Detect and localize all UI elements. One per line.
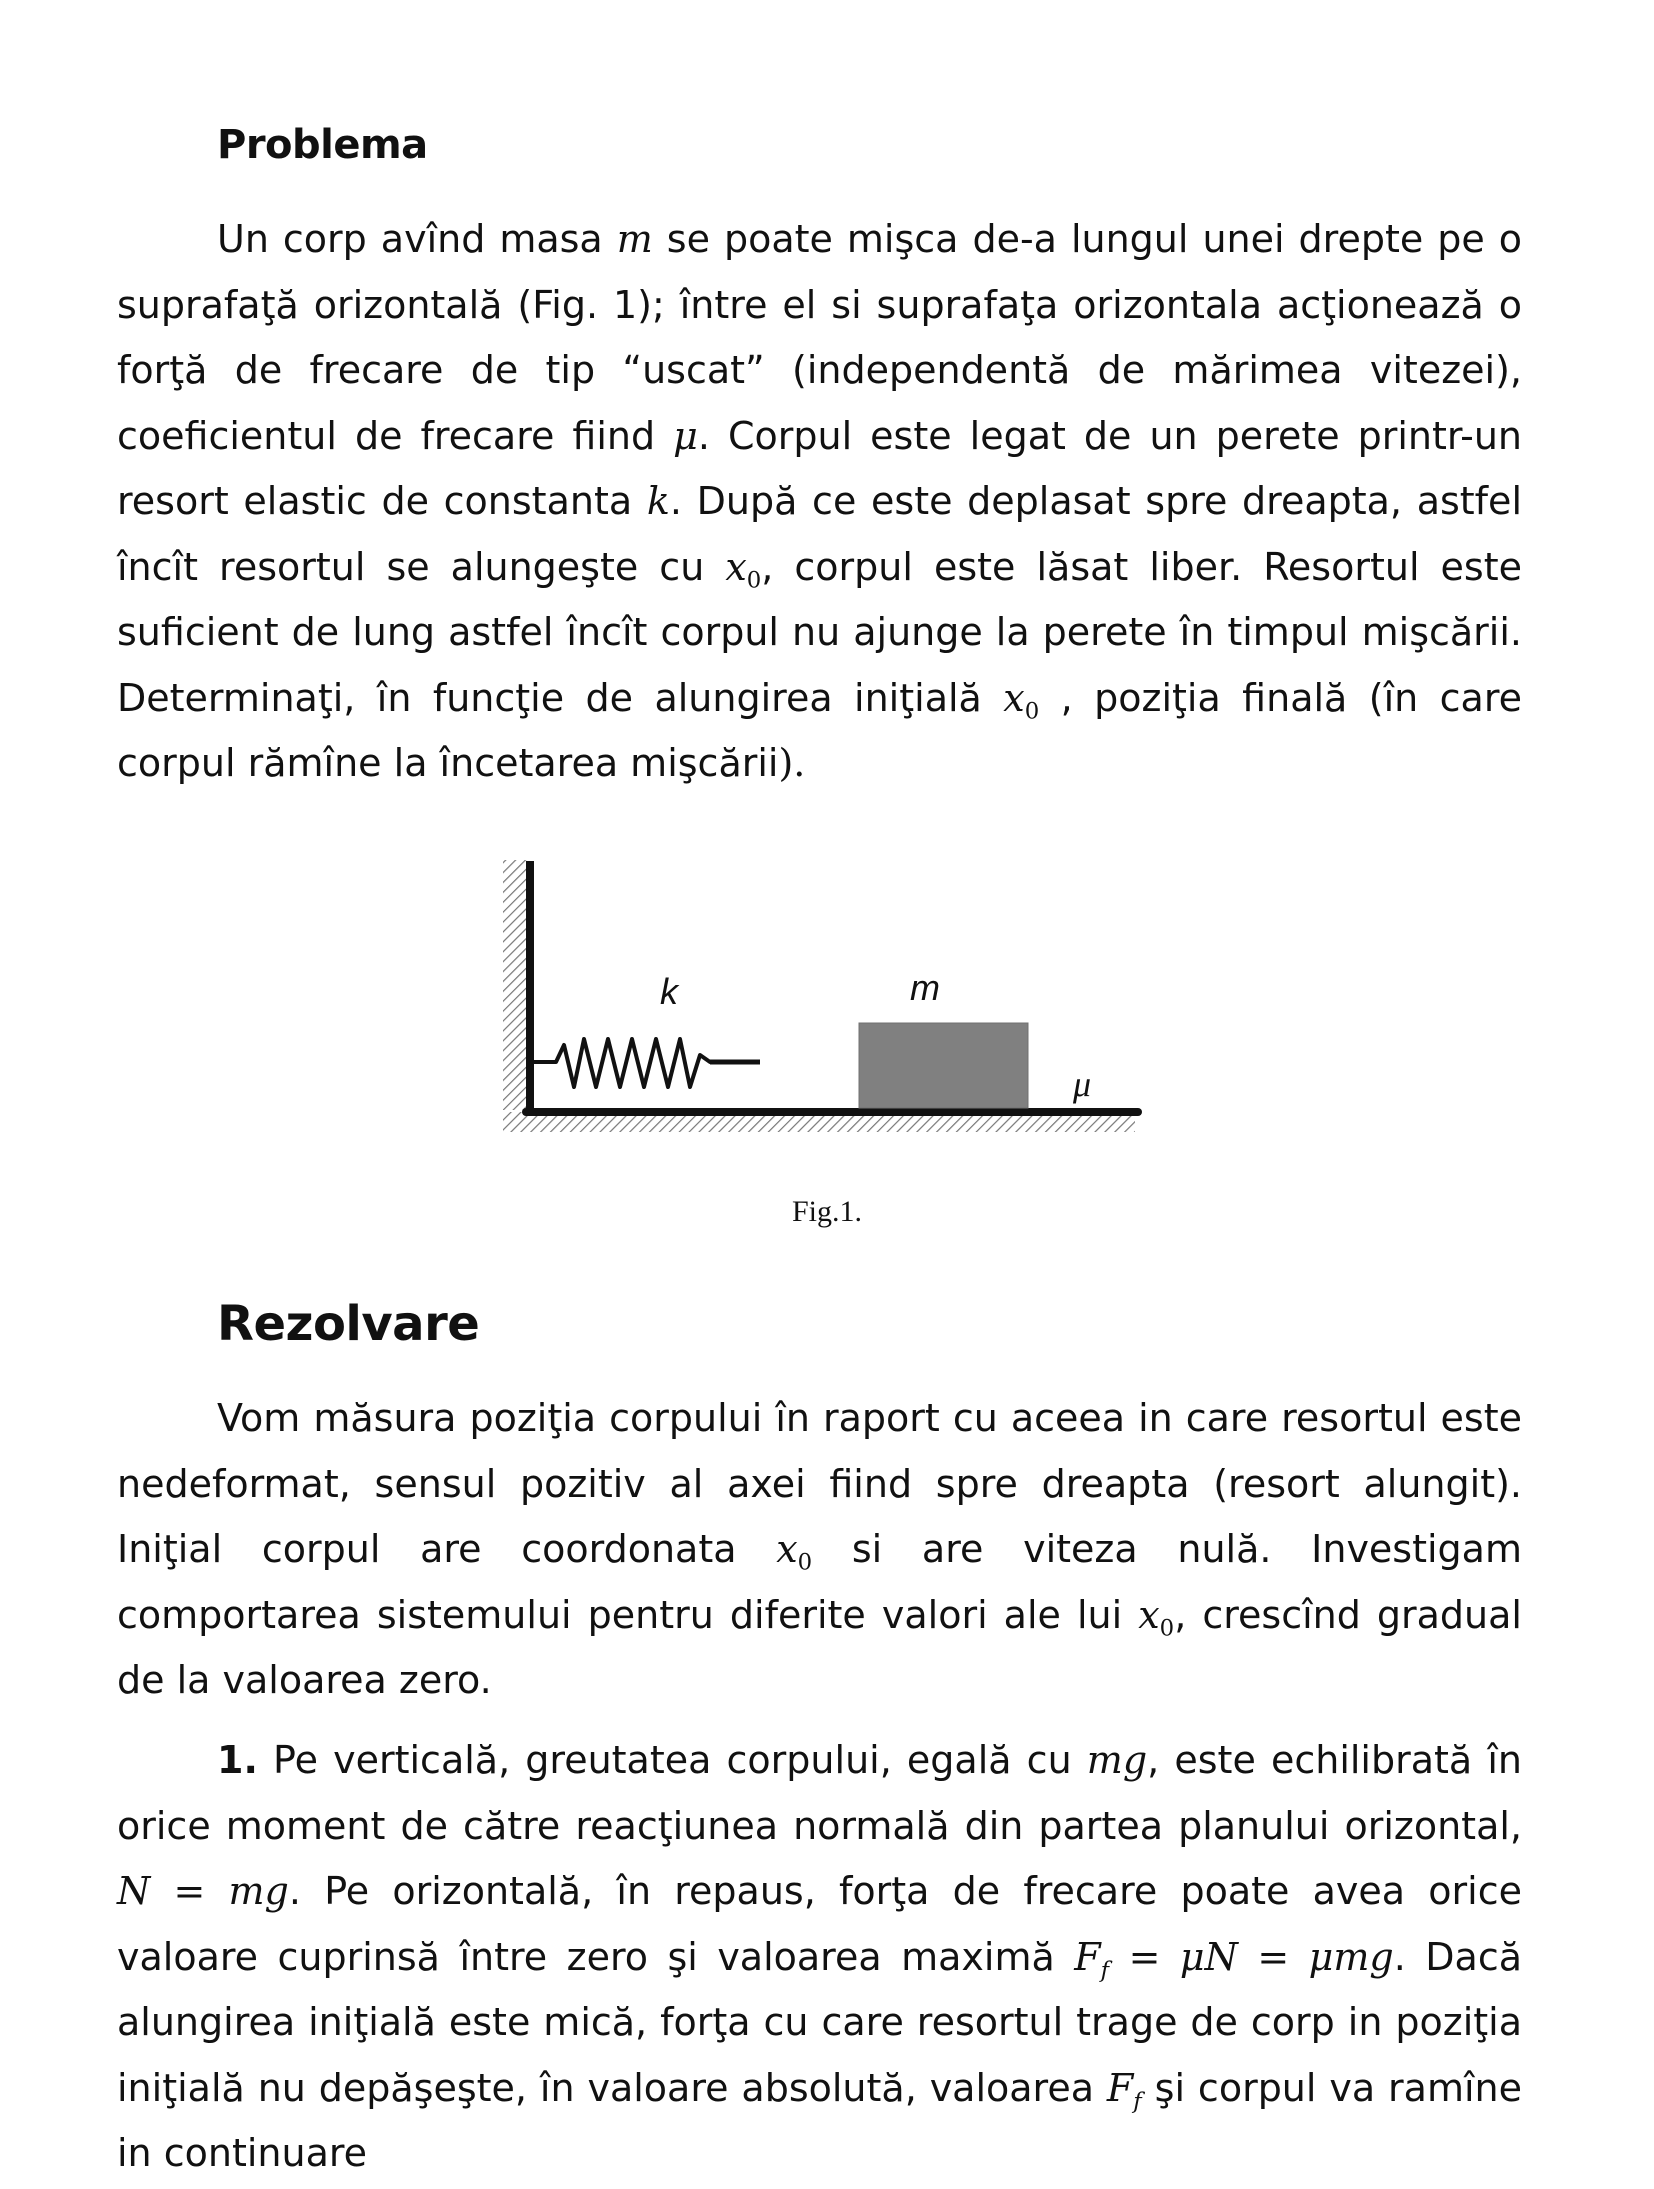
label-mu: μ: [1073, 1064, 1092, 1104]
figure-caption: Fig.1.: [791, 1195, 863, 1228]
math-k: k: [646, 479, 670, 523]
problem-heading: Problema: [217, 122, 428, 168]
math-x0: $x_0$: [1138, 1592, 1175, 1641]
math-x0: $x_0$: [1003, 675, 1040, 724]
problem-statement: Un corp avînd masa m se poate mişca de-a lungul unei drepte pe o suprafaţă orizontală (Fig. 1); între el si suprafaţa orizontala acţionează o forţă de frecare de tip “uscat” (independentă de mărimea vitezei), coeficientul de frecare fiind μ. Corpul este legat de un perete printr-un resort elastic de constanta k. După ce este deplasat spre dreapta, astfel încît resortul se alungeşte cu $x_0$, corpul este lăsat liber. Resortul este suficient de lung astfel încît corpul nu ajunge la perete în timpul mişcării. Determinaţi, în funcţie de alungirea iniţială $x_0$ , poziţia finală (în care corpul rămîne la încetarea mişcării).: [117, 217, 1523, 785]
math-ff: $F_f$: [1106, 2065, 1142, 2114]
solution-heading: Rezolvare: [217, 1296, 480, 1352]
wall-hatching: [503, 860, 529, 1110]
item-number: 1.: [217, 1738, 258, 1782]
label-m: m: [910, 967, 940, 1008]
spring: [530, 1039, 732, 1087]
math-friction-force: $F_f = \mu N = \mu mg$: [1074, 1934, 1394, 1983]
math-x0: $x_0$: [725, 544, 762, 593]
math-mu: μ: [673, 413, 698, 458]
math-mg: mg: [1086, 1738, 1148, 1782]
spring-mass-figure: [500, 855, 1150, 1155]
math-x0: $x_0$: [776, 1527, 813, 1576]
math-m: m: [616, 217, 653, 261]
mass-block: [859, 1023, 1028, 1108]
math-normal-force: N = mg: [117, 1869, 289, 1913]
solution-paragraph-1: Vom măsura poziţia corpului în raport cu aceea in care resortul este nedeformat, sensul pozitiv al axei fiind spre dreapta (resort alungit). Iniţial corpul are coordonata $x_0$ si are viteza nulă. Investigam comportarea sistemului pentru diferite valori ale lui $x_0$, crescînd gradual de la valoarea zero.: [117, 1396, 1522, 1702]
label-k: k: [660, 971, 678, 1012]
solution-paragraph-2: 1. Pe verticală, greutatea corpului, egală cu mg, este echilibrată în orice moment de către reacţiunea normală din partea planului orizontal, N = mg. Pe orizontală, în repaus, forţa de frecare poate avea orice valoare cuprinsă între zero şi valoarea maximă $F_f = \mu N = \mu mg$. Dacă alungirea iniţială este mică, forţa cu care resortul trage de corp in poziţia iniţială nu depăşeşte, în valoare absolută, valoarea $F_f$ şi corpul va ramîne in continuare: [117, 1738, 1523, 2175]
